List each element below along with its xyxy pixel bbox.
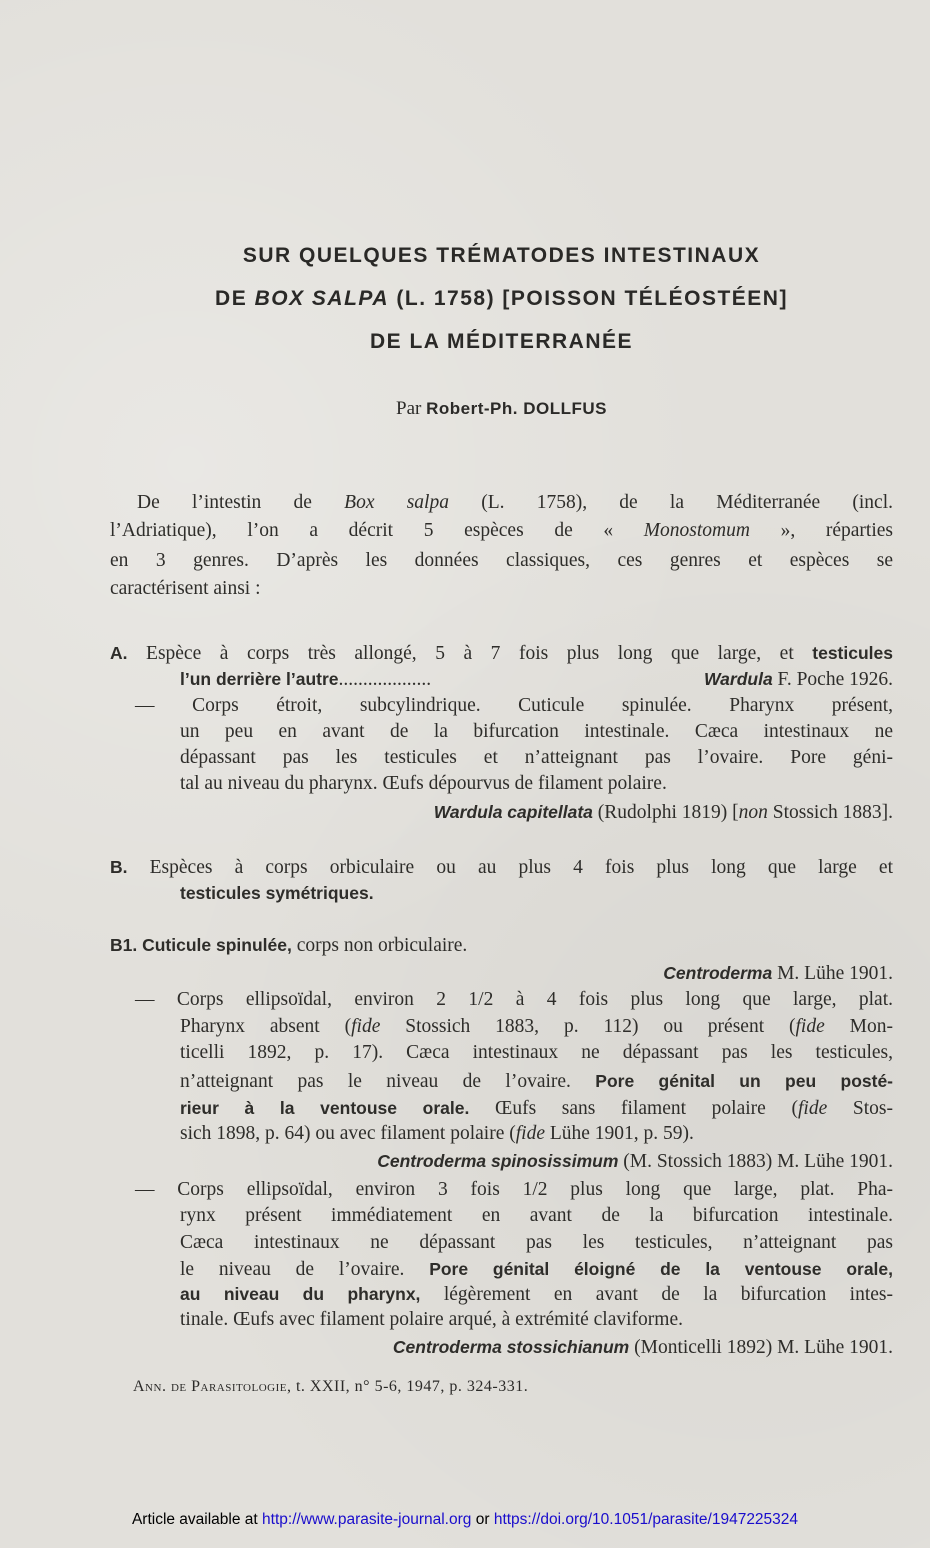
section-a-desc-3: dépassant pas les testicules et n’atteignant pas l’ovaire. Pore géni- — [180, 747, 893, 768]
species-centroderma-spinosissimum: Centroderma spinosissimum (M. Stossich 1883) M. Lühe 1901. — [377, 1151, 893, 1172]
availability-line: Article available at http://www.parasite-journal.org or https://doi.org/10.1051/parasite/1947225324 — [131, 1511, 799, 1528]
section-a-line-2: l’un derrière l’autre................... — [180, 669, 432, 690]
species-centroderma-stossichianum: Centroderma stossichianum (Monticelli 1892) M. Lühe 1901. — [392, 1337, 893, 1358]
section-a-line-1: A. Espèce à corps très allongé, 5 à 7 fois plus long que large, et testicules — [110, 643, 893, 664]
journal-reference: Ann. de Parasitologie, t. XXII, n° 5-6, 1947, p. 324-331. — [133, 1378, 529, 1395]
genus-centroderma: Centroderma M. Lühe 1901. — [663, 963, 893, 984]
section-b1-a-1: — Corps ellipsoïdal, environ 2 1/2 à 4 fois plus long que large, plat. — [135, 989, 893, 1010]
intro-line-4: caractérisent ainsi : — [110, 578, 261, 599]
intro-line-1: De l’intestin de Box salpa (L. 1758), de la Méditerranée (incl. — [137, 492, 894, 513]
article-title-line-2: DE BOX SALPA (L. 1758) [POISSON TÉLÉOSTÉEN] — [215, 287, 788, 310]
section-b-line-2: testicules symétriques. — [180, 883, 374, 903]
title-taxon: BOX SALPA — [254, 287, 390, 310]
section-b1-b-3: Cæca intestinaux ne dépassant pas les testicules, n’atteignant pas — [180, 1232, 893, 1253]
intro-line-3: en 3 genres. D’après les données classiques, ces genres et espèces se — [110, 550, 893, 571]
intro-line-2: l’Adriatique), l’on a décrit 5 espèces de « Monostomum », réparties — [110, 520, 894, 541]
section-b1-b-4: le niveau de l’ovaire. Pore génital éloigné de la ventouse orale, — [180, 1259, 894, 1280]
journal-link[interactable]: http://www.parasite-journal.org — [262, 1511, 472, 1528]
section-b1-a-4: n’atteignant pas le niveau de l’ovaire. Pore génital un peu posté- — [180, 1071, 894, 1092]
section-a-desc-2: un peu en avant de la bifurcation intestinale. Cæca intestinaux ne — [180, 721, 893, 742]
section-b1-b-1: — Corps ellipsoïdal, environ 3 fois 1/2 plus long que large, plat. Pha- — [135, 1179, 893, 1200]
section-b1-a-3: ticelli 1892, p. 17). Cæca intestinaux ne dépassant pas les testicules, — [180, 1042, 893, 1063]
section-b1-b-6: tinale. Œufs avec filament polaire arqué, à extrémité claviforme. — [180, 1309, 683, 1330]
section-b1-b-5: au niveau du pharynx, légèrement en avant de la bifurcation intes- — [180, 1284, 894, 1305]
section-a-desc-4: tal au niveau du pharynx. Œufs dépourvus de filament polaire. — [180, 773, 667, 794]
section-b1-a-6: sich 1898, p. 64) ou avec filament polaire (fide Lühe 1901, p. 59). — [180, 1123, 694, 1144]
section-b1-a-2: Pharynx absent (fide Stossich 1883, p. 112) ou présent (fide Mon- — [180, 1016, 894, 1037]
section-b1-a-5: rieur à la ventouse orale. Œufs sans filament polaire (fide Stos- — [180, 1098, 893, 1119]
section-b-line-1: B. Espèces à corps orbiculaire ou au plus 4 fois plus long que large et — [110, 857, 893, 878]
article-title-line-1: SUR QUELQUES TRÉMATODES INTESTINAUX — [242, 244, 761, 267]
byline: Par Robert-Ph. DOLLFUS — [396, 398, 607, 419]
section-a-desc-1: — Corps étroit, subcylindrique. Cuticule spinulée. Pharynx présent, — [135, 695, 893, 716]
section-b1-line-1: B1. Cuticule spinulée, corps non orbiculaire. — [110, 935, 468, 956]
author-name: Robert-Ph. DOLLFUS — [426, 399, 607, 418]
genus-wardula: Wardula F. Poche 1926. — [703, 669, 893, 690]
section-b1-b-2: rynx présent immédiatement en avant de la bifurcation intestinale. — [180, 1205, 893, 1226]
doi-link[interactable]: https://doi.org/10.1051/parasite/1947225324 — [493, 1511, 799, 1528]
article-title-line-3: DE LA MÉDITERRANÉE — [369, 330, 634, 353]
species-wardula-capitellata: Wardula capitellata (Rudolphi 1819) [non Stossich 1883]. — [433, 802, 893, 823]
